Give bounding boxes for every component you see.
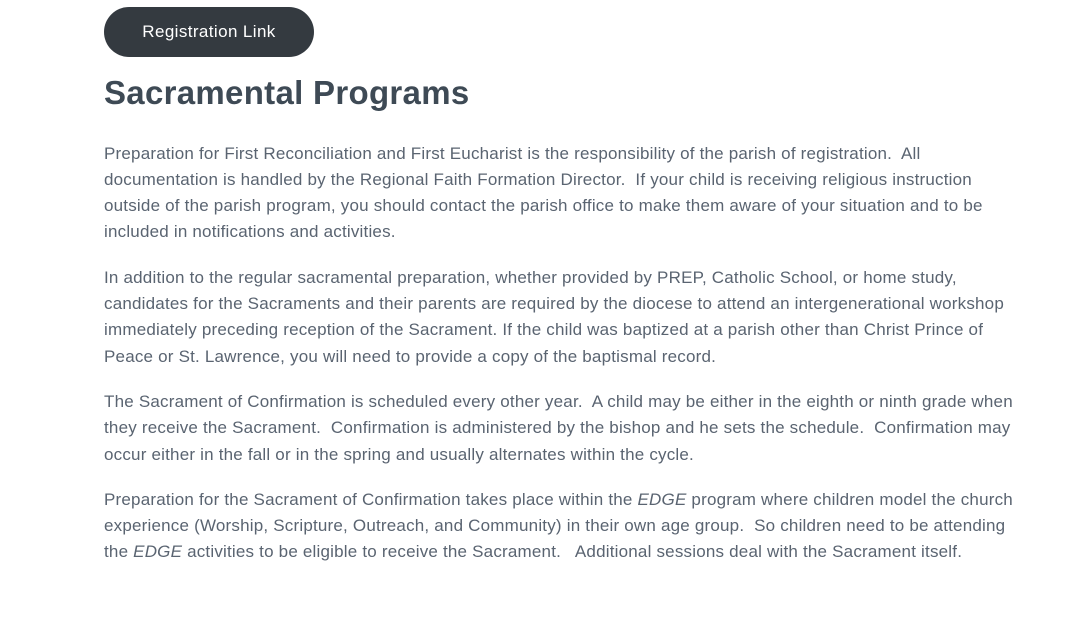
registration-link-button[interactable]: Registration Link — [104, 7, 314, 57]
paragraph — [104, 265, 1026, 370]
paragraph — [104, 141, 1026, 246]
paragraph-run: Preparation for the Sacrament of Confirmation takes place within the — [104, 489, 638, 509]
content-paragraphs — [104, 141, 1026, 566]
paragraph-run: program where children model the church experience (Worship, Scripture, Outreach, and Community) in their own age group. So children need to be attending the — [104, 489, 1018, 562]
paragraph — [104, 487, 1026, 566]
paragraph-run: Preparation for First Reconciliation and First Eucharist is the responsibility of the parish of registration. All documentation is handled by the Regional Faith Formation Director. If your child is receiving religious instruction outside of the parish program, you should contact the parish office to make them aware of your situation and to be included in notifications and activities. — [104, 143, 988, 242]
paragraph-run-italic: EDGE — [133, 542, 183, 562]
paragraph-run-italic: EDGE — [637, 489, 687, 509]
paragraph-run: activities to be eligible to receive the Sacrament. Additional sessions deal with the Sacrament itself. — [182, 542, 963, 562]
content-area — [104, 7, 1026, 566]
paragraph-run: The Sacrament of Confirmation is scheduled every other year. A child may be either in the eighth or ninth grade when they receive the Sacrament. Confirmation is administered by the bishop and he sets the schedule. Confirmation may occur either in the fall or in the spring and usually alternates within the cycle. — [104, 391, 1018, 464]
page-title: Sacramental Programs — [104, 74, 470, 111]
paragraph — [104, 389, 1026, 468]
paragraph-run: In addition to the regular sacramental preparation, whether provided by PREP, Catholic School, or home study, candidates for the Sacraments and their parents are required by the diocese to attend an intergenerational workshop immediately preceding reception of the Sacrament. If the child was baptized at a parish other than Christ Prince of Peace or St. Lawrence, you will need to provide a copy of the baptismal record. — [104, 267, 1009, 366]
